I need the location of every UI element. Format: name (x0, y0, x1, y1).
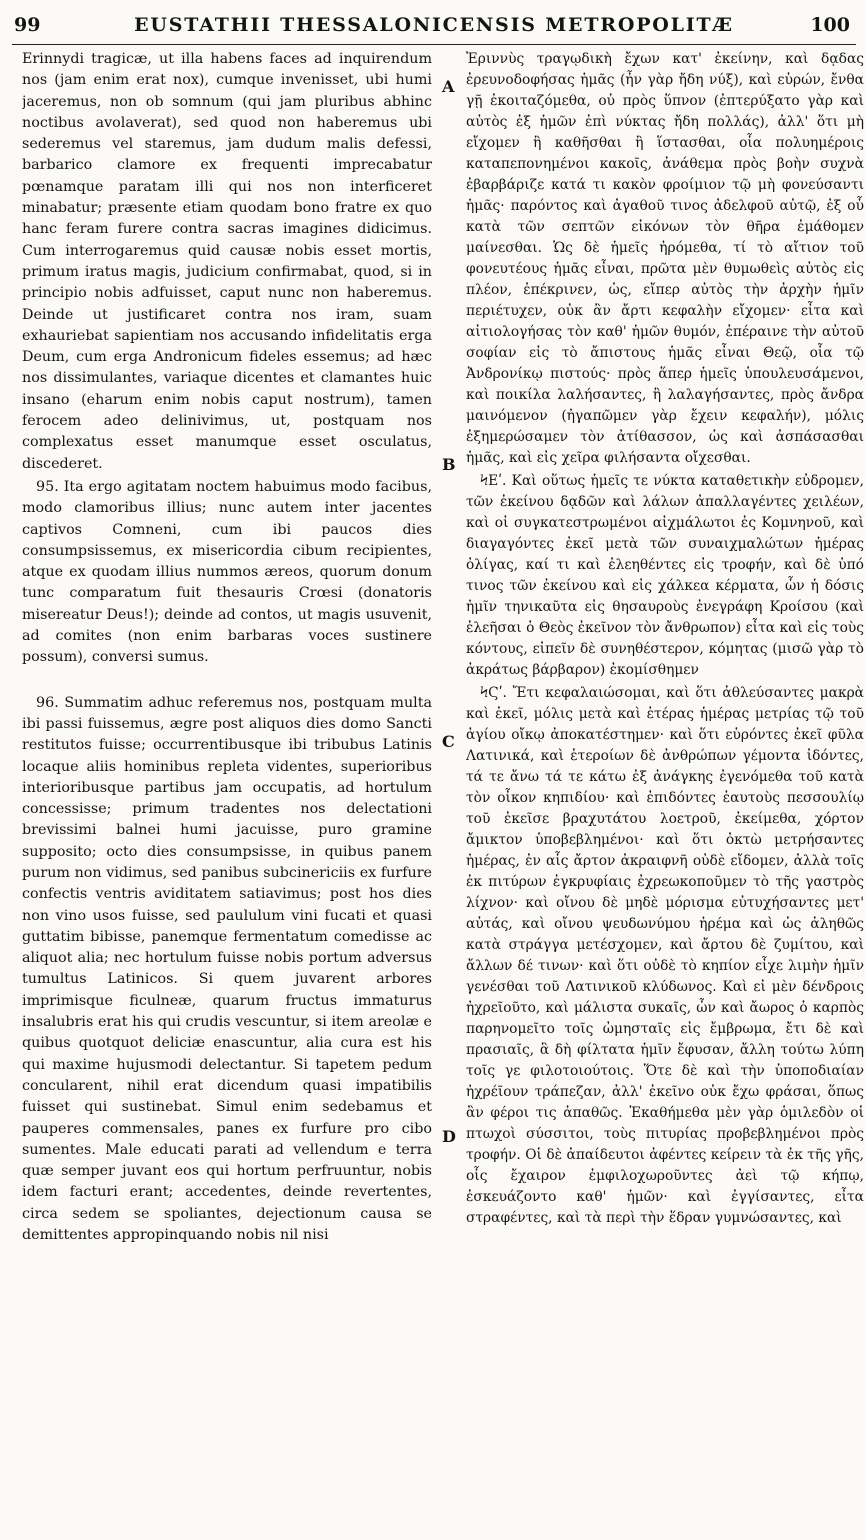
latin-paragraph-96: 96. Summatim adhuc referemus nos, postquam multa ibi passi fuissemus, ægre post aliquos dies domo Sancti restitutos fuisse; occurrentibusque ibi tribubus Latinis locaque aliis hominibus repleta videntes, superioribus interioribusque partibus jam occupatis, ad hortulum concessisse; primum tradentes nos delectationi brevissimi balnei humi jacuisse, puro gramine supposito; octo dies consumpsisse, in quibus panem purum non vidimus, sed panibus subcinericiis ex furfure confectis ventris aviditatem satiavimus; post hos dies non vino usos fuisse, sed paululum vini fucati et quasi guttatim bibisse, panemque fermentatum comedisse ac aliquot alia; nec hortulum fuisse nobis portum adversus tumultus Latinicos. Si quem juvarent arbores imprimisque ficulneæ, quarum fructus immaturus insalubris erat his qui crudis vescuntur, si item areolæ e quibus quotquot deliciæ enascuntur, alia cura est his qui maxime hujusmodi delectantur. Si tapetem pedum concularent, nihil erat dicendum quasi impatibilis fuisset qui sustinebat. Simul enim sedebamus et pauperes commensales, panes ex furfure pro cibo sumentes. Male educati parati ad vellendum e terra quæ semper juvant eos qui hortum perfruuntur, nobis idem facturi erant; accedentes, deinde revertentes, circa sedem se spoliantes, dejectionum causa se demittentes appropinquando nobis nil nisi (22, 694, 432, 1244)
margin-letter-a: A (442, 77, 455, 96)
latin-column (22, 49, 432, 1527)
running-title: EUSTATHII THESSALONICENSIS METROPOLITÆ (134, 14, 734, 36)
latin-paragraph-1: Erinnydi tragicæ, ut illa habens faces ad inquirendum nos (jam enim erat nox), cumque invenisset, ubi humi jaceremus, non ob somnum (qui jam pluribus abhinc noctibus avolaverat), sed quod non haberemus ubi sederemus vel staremus, jam dudum malis defessi, barbarico clamore ex frequenti imprecabatur pœnamque paratam illi qui nos non interficeret minabatur; præsente etiam quodam bono fratre ex quo hanc feram furere contra sacras imagines didicimus. Cum interrogaremus quid causæ nobis esset mortis, primum iratus magis, judicium confirmabat, quod, si in principio nobis adfuisset, caput nunc non haberemus. Deinde ut justificaret contra nos iram, suam exhauriebat sapientiam nos accusando infidelitatis erga Deum, cum erga Andronicum fideles essemus; ad hæc nos dissimulantes, variaque dicentes et clamantes huic insano (eharum enim nobis caput nostrum), tamen ferocem adeo delinivimus, ut, postquam nos complexatus esset manumque esset osculatus, discederet. (22, 51, 432, 472)
greek-paragraph-1: Ἐριννὺς τραγῳδικὴ ἔχων κατ' ἐκείνην, καὶ δᾳδας ἐρευνοδοφήσας ἡμᾶς (ἦν γὰρ ἤδη νύξ), καὶ εὑρών, ἔνθα γῇ ἐκοιταζόμεθα, οὐ πρὸς ὕπνον (ἐπτερύξατο γὰρ καὶ αὐτὸς ἐξ ἡμῶν ἐπὶ νύκτας ἤδη πολλάς), ἀλλ' ὅτι μὴ εἴχομεν ἢ καθῆσθαι ἢ ἵστασθαι, οἷα πολυημέροις καταπεπονημένοι κακοῖς, ἀνάθεμα πρὸς βοὴν συχνὰ ἐβαρβάριζε κατά τι κακὸν φροίμιον τῷ μὴ φονεύσαντι ἡμᾶς· παρόντος καὶ ἀγαθοῦ τινος ἀδελφοῦ αὐτῷ, ἐξ οὗ κατὰ τῶν σεπτῶν εἰκόνων τὸν θῆρα ἐμάθομεν μαίνεσθαι. Ὡς δὲ ἡμεῖς ἠρόμεθα, τί τὸ αἴτιον τοῦ φονευτέους ἡμᾶς εἶναι, πρῶτα μὲν θυμωθεὶς αὐτὸς εἰς πλέον, ἐπέκρινεν, ὡς, εἴπερ αὐτὸς τὴν ἀρχὴν ἡμῖν περιέτυχεν, οὐκ ἂν ἄρτι κεφαλὴν εἴχομεν· εἶτα καὶ αἰτιολογήσας τὸν καθ' ἡμῶν θυμόν, ἐπέραινε τὴν αὐτοῦ σοφίαν εἰς τὸ ἄπιστους ἡμᾶς εἶναι Θεῷ, οἷα τῷ Ἀνδρονίκῳ πιστούς· πρὸς ἅπερ ἡμεῖς ὑπουλευσάμενοι, καὶ ποικίλα λαλήσαντες, ἢ λαλαγήσαντες, πρὸς ἄνδρα μαινόμενον (ἠγαπῶμεν γὰρ ἔχειν κεφαλήν), μόλις ἐξημερώσαμεν τὸν ἀτίθασσον, ὡς καὶ ἀσπάσασθαι ἡμᾶς, καὶ εἰς χεῖρα φιλήσαντα οἴχεσθαι. (466, 51, 864, 466)
greek-paragraph-95: ϞΕʹ. Καὶ οὕτως ἡμεῖς τε νύκτα καταθετικὴν εὐδρομεν, τῶν ἐκείνου δᾳδῶν καὶ λάλων ἀπαλλαγέντες χειλέων, καὶ οἱ συγκατεστρωμένοι αἰχμάλωτοι ἐς Κομνηνοῦ, καὶ διαγαγόντες ἐκεῖ μετὰ τῶν συναιχμαλώτων ἡμέρας ὀλίγας, καί τι καὶ ἐλεηθέντες εἰς τροφήν, καὶ δὲ ὑπό τινος τῶν ἐκείνου καὶ εἰς χάλκεα κέρματα, ὧν ἡ δόσις ἡμῖν τηνικαῦτα εἰς θησαυροὺς ἐνεγράφη Κροίσου (καὶ ἐλεῆσαι ὁ Θεὸς ἐκεῖνον τὸν ἄνθρωπον) εἶτα καὶ εἰς τοὺς κόντους, εἰπεῖν δὲ συνηθέστερον, κόμητας (μισῶ γὰρ τὸ ἀκράτως βάρβαρον) ἐκομίσθημεν (466, 473, 864, 678)
greek-column (466, 49, 864, 1527)
margin-letter-b: B (442, 455, 456, 474)
running-header (12, 8, 856, 45)
latin-paragraph-95: 95. Ita ergo agitatam noctem habuimus modo facibus, modo clamoribus illius; nunc autem inter jacentes captivos Comneni, cum ibi paucos dies consumpsissemus, ex misericordia cibum recipientes, atque ex quodam illius nummos æreos, quorum donum tunc comparatum fuit thesauris Crœsi (donatoris misereatur Deus!); deinde ad contos, ut magis usuvenit, ad comites (non enim barbaras voces sustinere possum), conversi sumus. (22, 478, 432, 666)
margin-letter-c: C (442, 732, 455, 751)
margin-letter-d: D (442, 1127, 456, 1146)
page-number-left: 99 (14, 14, 41, 36)
greek-paragraph-96: ϞϚʹ. Ἔτι κεφαλαιώσομαι, καὶ ὅτι ἀθλεύσαντες μακρὰ καὶ ἐκεῖ, μόλις μετὰ καὶ ἑτέρας ἡμέρας μετρίας τῷ τοῦ ἁγίου οἴκῳ ἀποκατέστημεν· καὶ ὅτι εὑρόντες ἐκεῖ φῦλα Λατινικά, καὶ ἑτεροίων δὲ ἀνθρώπων γέμοντα ἰδόντες, τά τε ἄνω τά τε κάτω ἐξ ἀνάγκης ἐγενόμεθα τοῦ κατὰ τὸν οἶκον κηπιδίου· καὶ ἐπιδόντες ἑαυτοὺς πεσσουλίῳ τοῦ ἐκεῖσε βραχυτάτου λοετροῦ, ἐκείμεθα, χόρτον ἄμικτον ὑποβεβλημένοι· καὶ ὅτι ὀκτὼ μετρήσαντες ἡμέρας, ἐν αἷς ἄρτον ἀκραιφνῆ οὐδὲ εἴδομεν, ἀλλὰ τοῖς ἐκ πιτύρων ἐγκρυφίαις ἐχρεωκοποῦμεν τὸ τῆς γαστρὸς λίχνον· καὶ οἴνου δὲ μηδὲ μόρισμα εὐτυχήσαντες μετ' αὐτάς, καὶ οἴνου ψευδωνύμου ἠρέμα καὶ ὡς ἀληθῶς κατὰ στράγγα μετέσχομεν, καὶ ἄρτου δὲ ζυμίτου, καὶ ἄλλων δέ τινων· καὶ ὅτι οὐδὲ τὸ κηπίον εἶχε λιμὴν ἡμῖν γενέσθαι τοῦ Λατινικοῦ κλύδωνος. Καὶ εἰ μὲν δένδροις ἠχρεῖοῦτο, καὶ μάλιστα συκαῖς, ὧν καὶ ἄωρος ὁ καρπὸς παρηνομεῖτο τοῖς ὠμησταῖς εἰς ἔμβρωμα, ἔτι δὲ καὶ πρασιαῖς, ἃ δὴ φίλτατα ἡμῖν ἔφυσαν, ἄλλη τούτω λύπη τοῖς γε φιλοτοιούτοις. Ὅτε δὲ καὶ τὴν ὑποποδιαίαν ἠχρέῖουν τράπεζαν, ἀλλ' ἐκεῖνο οὐκ ἔχω φράσαι, ὅπως ἂν φέροι τις ἀπαθῶς. Ἐκαθήμεθα μὲν γὰρ ὁμιλεδὸν οἱ πτωχοὶ σύσσιτοι, τοὺς πιτυρίας προβεβλημένοι πρὸς τροφήν. Οἱ δὲ ἀπαίδευτοι ἀφέντες κείρειν τὰ ἐκ τῆς γῆς, οἷς ἔχαιρον ἐμφιλοχωροῦντες ἀεὶ τῷ κήπῳ, ἐσκευάζοντο καθ' ἡμῶν· καὶ ἐγγίσαντες, εἶτα στραφέντες, καὶ τὰ περὶ τὴν ἕδραν γυμνώσαντες, καὶ (466, 685, 864, 1226)
page-number-right: 100 (810, 14, 850, 36)
